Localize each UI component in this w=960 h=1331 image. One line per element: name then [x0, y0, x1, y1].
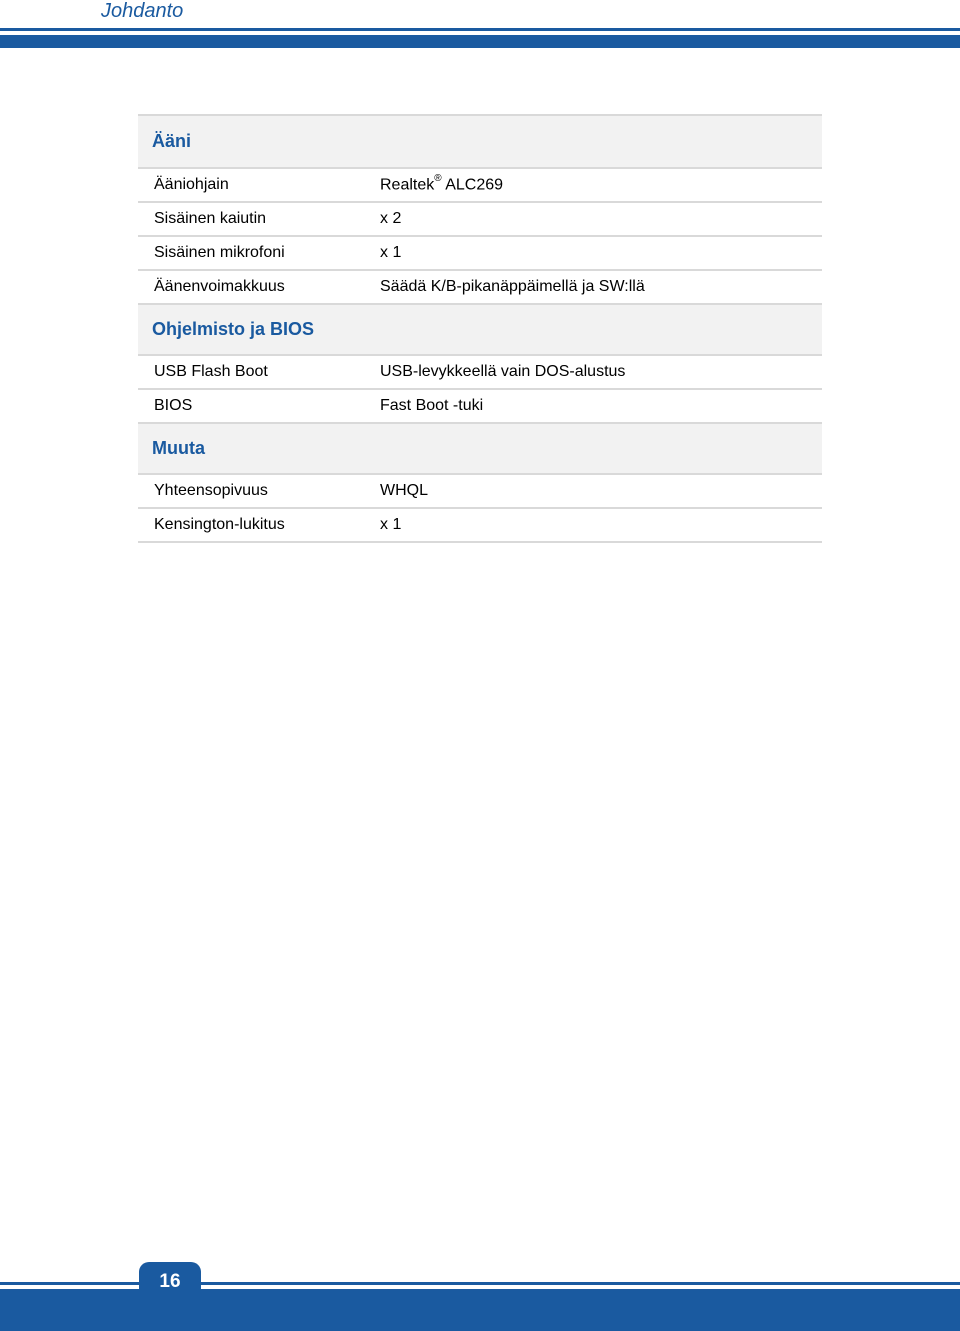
page-header-title: Johdanto: [101, 0, 184, 22]
spec-value-main: Realtek: [380, 176, 435, 194]
spec-label: Ääniohjain: [154, 176, 229, 193]
header-divider-thin: [0, 28, 960, 31]
spec-label: Sisäinen mikrofoni: [154, 244, 285, 261]
table-row: [138, 169, 822, 203]
section-title: Ohjelmisto ja BIOS: [152, 319, 315, 339]
table-row: [138, 475, 822, 509]
spec-label: Kensington-lukitus: [154, 516, 285, 533]
spec-label: USB Flash Boot: [154, 363, 268, 380]
section-header-audio: [138, 114, 822, 169]
header-divider-thick: [0, 35, 960, 48]
spec-label: Yhteensopivuus: [154, 482, 268, 499]
spec-value: Fast Boot -tuki: [380, 397, 484, 414]
registered-mark: ®: [434, 173, 442, 185]
spec-value: x 1: [380, 244, 402, 261]
spec-value: Säädä K/B-pikanäppäimellä ja SW:llä: [380, 278, 645, 295]
spec-value: WHQL: [380, 482, 428, 499]
table-row: [138, 390, 822, 424]
spec-label: Äänenvoimakkuus: [154, 278, 285, 295]
spec-value-suffix: ALC269: [441, 176, 504, 194]
table-row: [138, 271, 822, 305]
table-row: [138, 203, 822, 237]
spec-value: x 1: [380, 516, 402, 533]
section-title: Muuta: [152, 438, 205, 458]
section-title: Ääni: [152, 131, 192, 151]
spec-table: [138, 114, 822, 543]
page-number: 16: [139, 1262, 201, 1302]
spec-value: [380, 175, 822, 194]
table-row: [138, 237, 822, 271]
spec-value: x 2: [380, 210, 402, 227]
table-row: [138, 356, 822, 390]
spec-label: BIOS: [154, 397, 193, 414]
section-header-software-bios: [138, 305, 822, 356]
spec-value: USB-levykkeellä vain DOS-alustus: [380, 363, 626, 380]
section-header-other: [138, 424, 822, 475]
spec-label: Sisäinen kaiutin: [154, 210, 267, 227]
table-row: [138, 509, 822, 543]
